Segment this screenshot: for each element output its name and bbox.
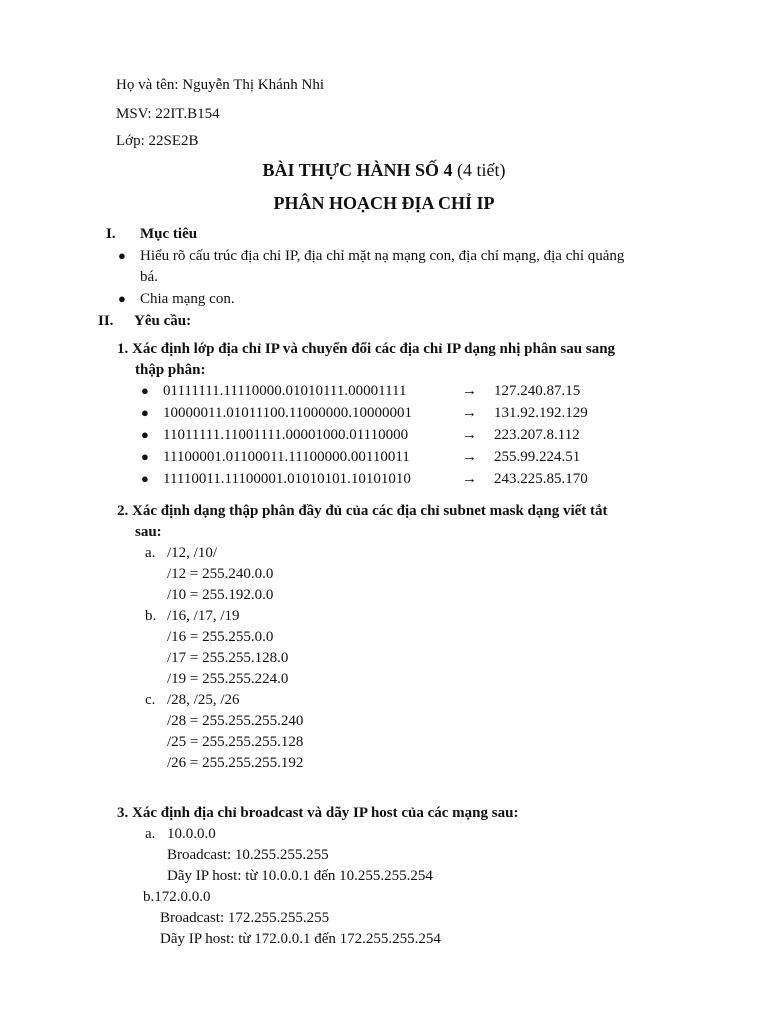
student-id: MSV: 22IT.B154 [116,106,220,122]
objective-item: Hiểu rõ cấu trúc địa chỉ IP, địa chỉ mặt nạ mạng con, địa chỉ mạng, địa chỉ quảng [140,248,625,264]
bullet-icon: ● [118,291,126,306]
section1-heading: Mục tiêu [140,226,198,242]
binary-address: 10000011.01011100.11000000.10000001 [163,405,413,421]
item-label: b. [145,608,157,624]
bullet-icon: ● [141,427,149,442]
binary-address: 01111111.11110000.01010111.00001111 [163,383,407,399]
question-2-line1: 2. Xác định dạng thập phân đầy đủ của các địa chỉ subnet mask dạng viết tắt [117,503,608,519]
question-3-line1: 3. Xác định địa chỉ broadcast và dãy IP host của các mạng sau: [117,805,519,821]
arrow-icon: → [462,471,477,487]
broadcast-answer: Broadcast: 172.255.255.255 [160,910,330,926]
section2-heading: Yêu cầu: [134,313,192,329]
item-label: c. [145,692,156,708]
question-2-line2: sau: [135,524,162,540]
decimal-address: 127.240.87.15 [494,383,581,399]
binary-address: 11011111.11001111.00001000.01110000 [163,427,409,443]
bullet-icon: ● [141,471,149,486]
network-address: 10.0.0.0 [167,826,216,842]
bullet-icon: ● [141,405,149,420]
host-range-answer: Dãy IP host: từ 172.0.0.1 đến 172.255.255.254 [160,931,441,947]
bullet-icon: ● [141,383,149,398]
lab-title-periods: (4 tiết) [457,160,506,180]
item-label: a. [145,826,156,842]
item-label: a. [145,545,156,561]
mask-answer: /12 = 255.240.0.0 [167,566,274,582]
section1-number: I. [106,226,116,242]
bullet-icon: ● [118,248,126,263]
objective-item-continued: bá. [140,269,158,285]
arrow-icon: → [462,383,477,399]
student-class: Lớp: 22SE2B [116,133,199,149]
mask-answer: /19 = 255.255.224.0 [167,671,289,687]
broadcast-answer: Broadcast: 10.255.255.255 [167,847,329,863]
section2-number: II. [98,313,114,329]
mask-answer: /10 = 255.192.0.0 [167,587,274,603]
lab-title [0,160,768,180]
network-address: b.172.0.0.0 [143,889,211,905]
question-1-line1: 1. Xác định lớp địa chỉ IP và chuyển đổi các địa chỉ IP dạng nhị phân sau sang [117,341,616,357]
mask-prefixes: /28, /25, /26 [167,692,240,708]
mask-answer: /25 = 255.255.255.128 [167,734,304,750]
mask-answer: /26 = 255.255.255.192 [167,755,304,771]
bullet-icon: ● [141,449,149,464]
decimal-address: 131.92.192.129 [494,405,588,421]
arrow-icon: → [462,405,477,421]
decimal-address: 255.99.224.51 [494,449,581,465]
decimal-address: 223.207.8.112 [494,427,580,443]
mask-answer: /28 = 255.255.255.240 [167,713,304,729]
binary-address: 11110011.11100001.01010101.10101010 [163,471,411,487]
arrow-icon: → [462,427,477,443]
mask-prefixes: /12, /10/ [167,545,218,561]
host-range-answer: Dãy IP host: từ 10.0.0.1 đến 10.255.255.254 [167,868,433,884]
objective-item: Chia mạng con. [140,291,235,307]
student-name: Họ và tên: Nguyễn Thị Khánh Nhi [116,77,325,93]
binary-address: 11100001.01100011.11100000.00110011 [163,449,410,465]
question-1-line2: thập phân: [135,362,206,378]
mask-prefixes: /16, /17, /19 [167,608,240,624]
decimal-address: 243.225.85.170 [494,471,588,487]
lab-title-main: BÀI THỰC HÀNH SỐ 4 [262,160,453,180]
mask-answer: /17 = 255.255.128.0 [167,650,289,666]
arrow-icon: → [462,449,477,465]
lab-subtitle: PHÂN HOẠCH ĐỊA CHỈ IP [273,193,495,213]
mask-answer: /16 = 255.255.0.0 [167,629,274,645]
